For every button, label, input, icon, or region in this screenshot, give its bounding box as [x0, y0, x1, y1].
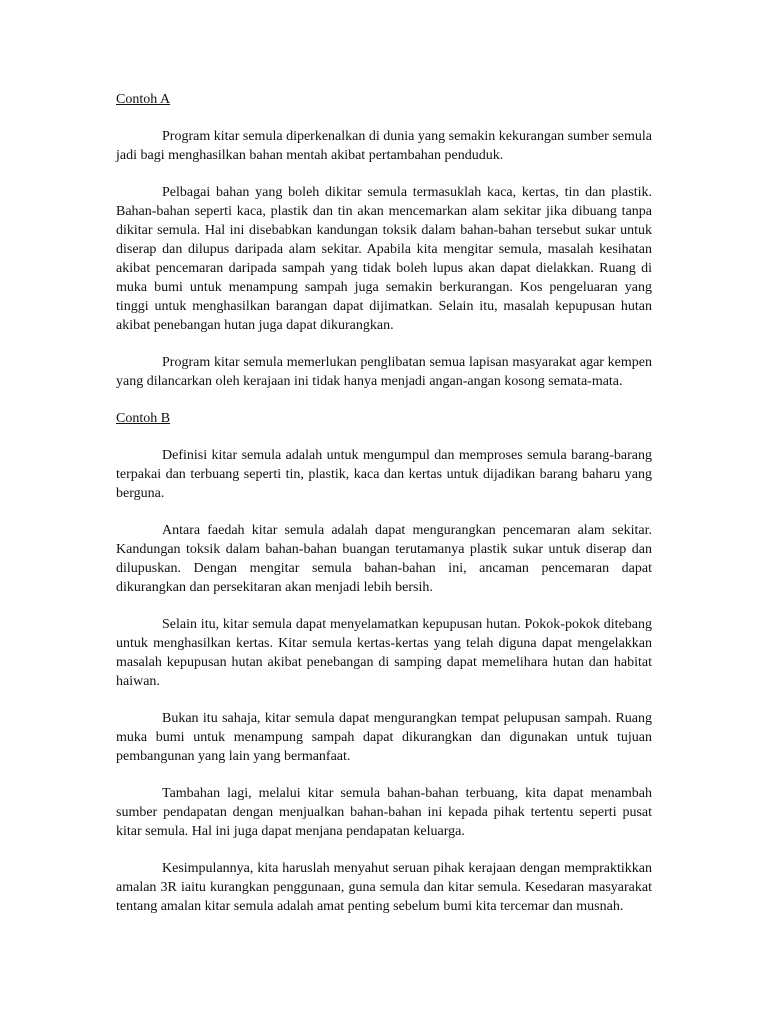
- paragraph: Kesimpulannya, kita haruslah menyahut seruan pihak kerajaan dengan mempraktikkan amalan 3R iaitu kurangkan penggunaan, guna semula dan kitar semula. Kesedaran masyarakat tentang amalan kitar semula adalah amat penting sebelum bumi kita tercemar dan musnah.: [116, 861, 652, 914]
- section-heading: Contoh B: [116, 411, 171, 426]
- paragraph: Program kitar semula memerlukan penglibatan semua lapisan masyarakat agar kempen yang dilancarkan oleh kerajaan ini tidak hanya menjadi angan-angan kosong semata-mata.: [116, 355, 652, 389]
- paragraph: Bukan itu sahaja, kitar semula dapat mengurangkan tempat pelupusan sampah. Ruang muka bumi untuk menampung sampah dapat dikurangkan dan digunakan untuk tujuan pembangunan yang lain yang bermanfaat.: [116, 711, 652, 764]
- paragraph: Program kitar semula diperkenalkan di dunia yang semakin kekurangan sumber semula jadi bagi menghasilkan bahan mentah akibat pertambahan penduduk.: [116, 129, 652, 163]
- paragraph: Antara faedah kitar semula adalah dapat mengurangkan pencemaran alam sekitar. Kandungan toksik dalam bahan-bahan buangan terutamanya plastik sukar untuk diserap dan dilupuskan. Dengan mengitar semula bahan-bahan ini, ancaman pencemaran dapat dikurangkan dan persekitaran akan menjadi lebih bersih.: [116, 523, 652, 595]
- paragraph: Selain itu, kitar semula dapat menyelamatkan kepupusan hutan. Pokok-pokok ditebang untuk menghasilkan kertas. Kitar semula kertas-kertas yang telah diguna dapat mengelakkan masalah kepupusan hutan akibat penebangan di samping dapat memelihara hutan dan habitat haiwan.: [116, 617, 652, 689]
- document-page: [116, 90, 652, 934]
- paragraph: Tambahan lagi, melalui kitar semula bahan-bahan terbuang, kita dapat menambah sumber pendapatan dengan menjualkan bahan-bahan ini kepada pihak tertentu seperti pusat kitar semula. Hal ini juga dapat menjana pendapatan keluarga.: [116, 786, 652, 839]
- section-heading: Contoh A: [116, 92, 171, 107]
- section-contoh-a: [116, 90, 652, 391]
- section-contoh-b: [116, 409, 652, 916]
- paragraph: Definisi kitar semula adalah untuk mengumpul dan memproses semula barang-barang terpakai dan terbuang seperti tin, plastik, kaca dan kertas untuk dijadikan barang baharu yang berguna.: [116, 448, 652, 501]
- paragraph: Pelbagai bahan yang boleh dikitar semula termasuklah kaca, kertas, tin dan plastik. Bahan-bahan seperti kaca, plastik dan tin akan mencemarkan alam sekitar jika dibuang tanpa dikitar semula. Hal ini disebabkan kandungan toksik dalam bahan-bahan tersebut sukar untuk diserap dan dilupus daripada alam sekitar. Apabila kita mengitar semula, masalah kesihatan akibat pencemaran daripada sampah yang tidak boleh lupus akan dapat dielakkan. Ruang di muka bumi untuk menampung sampah juga semakin berkurangan. Kos pengeluaran yang tinggi untuk menghasilkan barangan dapat dijimatkan. Selain itu, masalah kepupusan hutan akibat penebangan hutan juga dapat dikurangkan.: [116, 185, 652, 333]
